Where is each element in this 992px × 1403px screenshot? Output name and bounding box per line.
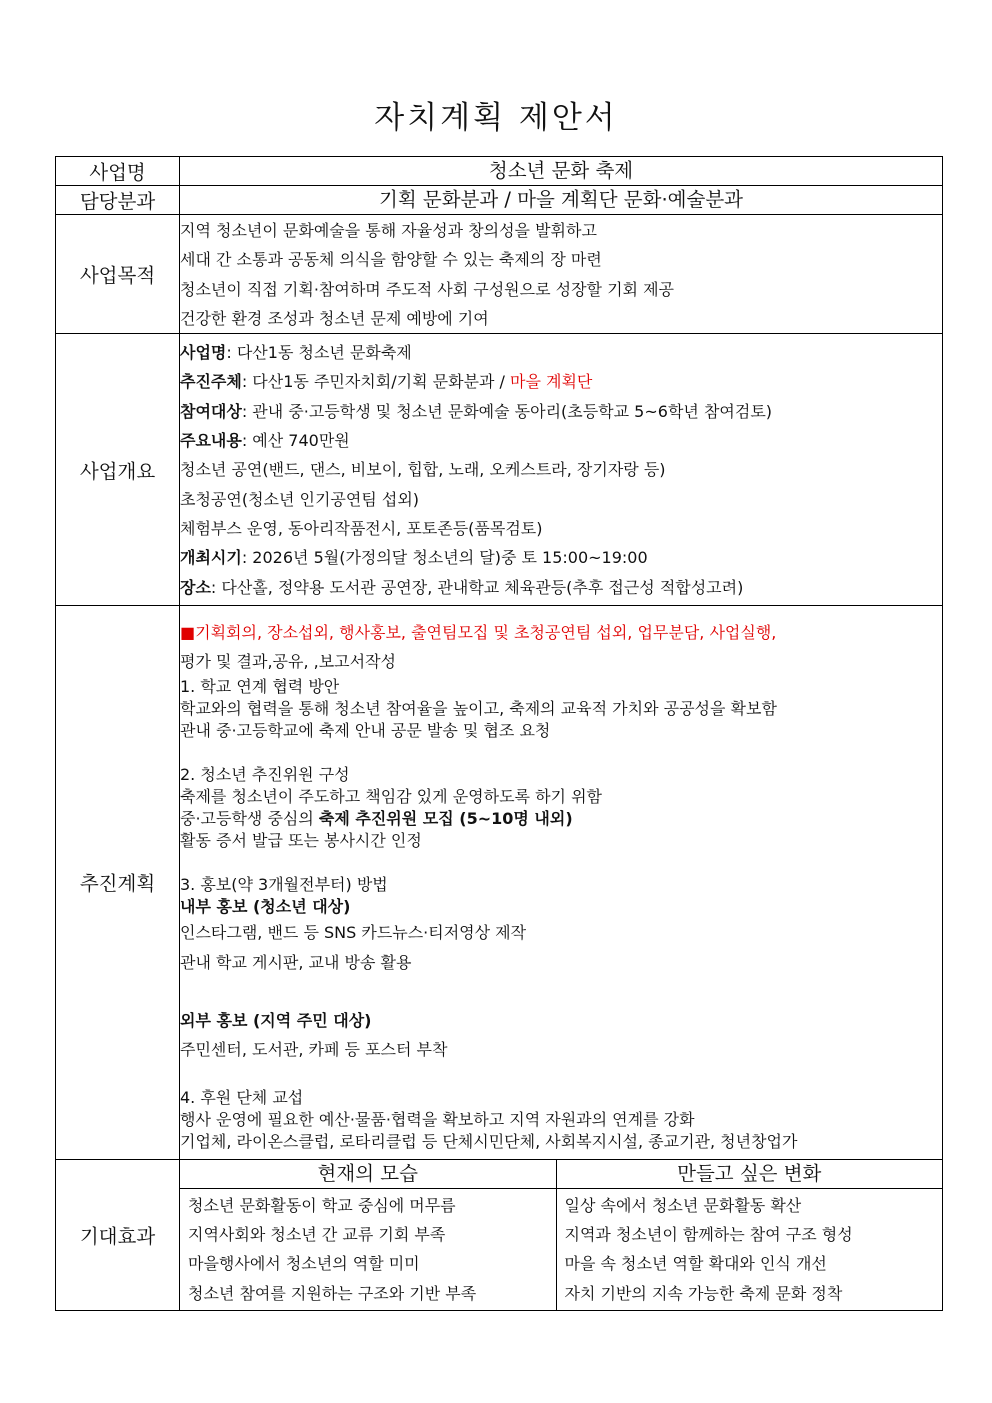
- row-plan: [56, 605, 943, 1159]
- effect-current-header: 현재의 모습: [180, 1160, 556, 1189]
- overview-label: 사업개요: [56, 334, 180, 606]
- effect-current-item: 지역사회와 청소년 간 교류 기회 부족: [188, 1224, 446, 1244]
- overview-org: [180, 367, 942, 396]
- plan-content: [180, 605, 943, 1159]
- plan-s3-title: 3. 홍보(약 3개월전부터) 방법: [180, 875, 388, 895]
- plan-s2-line3: 활동 증서 발급 또는 봉사시간 인정: [180, 831, 422, 851]
- overview-place: [180, 573, 942, 602]
- proposal-table: [55, 156, 943, 1311]
- project-name-value: 청소년 문화 축제: [180, 157, 943, 186]
- department-value: 기획 문화분과 / 마을 계획단 문화·예술분과: [180, 186, 943, 215]
- effect-current-item: 청소년 문화활동이 학교 중심에 머무름: [188, 1195, 456, 1215]
- overview-content-value: : 예산 740만원: [241, 431, 350, 451]
- effect-current-item: 청소년 참여를 지원하는 구조와 기반 부족: [188, 1283, 477, 1303]
- effect-label: 기대효과: [56, 1159, 180, 1310]
- overview-date-value: : 2026년 5월(가정의달 청소년의 달)중 토 15:00~19:00: [241, 548, 648, 568]
- plan-s3-internal-line: 인스타그램, 밴드 등 SNS 카드뉴스·티저영상 제작: [180, 923, 527, 943]
- plan-s3-internal: 내부 홍보 (청소년 대상): [180, 897, 351, 917]
- row-purpose: [56, 215, 943, 334]
- purpose-line: 건강한 환경 조성과 청소년 문제 예방에 기여: [180, 308, 489, 328]
- plan-s2-line2-bold: 축제 추진위원 모집 (5~10명 내외): [318, 809, 573, 829]
- overview-org-value: : 다산1동 주민자치회/기획 문화분과 /: [241, 372, 510, 392]
- overview-content: [180, 334, 943, 606]
- overview-target: [180, 397, 942, 426]
- effect-change-item: 자치 기반의 지속 가능한 축제 문화 정착: [564, 1283, 843, 1303]
- effect-current-item: 마을행사에서 청소년의 역할 미미: [188, 1254, 420, 1274]
- department-label: 담당분과: [56, 186, 180, 215]
- effect-change-list: [556, 1188, 942, 1310]
- plan-s3-external-line: 주민센터, 도서관, 카페 등 포스터 부착: [180, 1040, 448, 1060]
- effect-content: [180, 1159, 943, 1310]
- plan-line2: 평가 및 결과,공유, ,보고서작성: [180, 652, 396, 672]
- overview-date-key: 개최시기: [180, 548, 242, 568]
- overview-name-key: 사업명: [180, 343, 227, 363]
- overview-target-value: : 관내 중·고등학생 및 청소년 문화예술 동아리(초등학교 5~6학년 참여검토): [241, 401, 773, 421]
- project-name-label: 사업명: [56, 157, 180, 186]
- plan-s2-line2-pre: 중·고등학생 중심의: [180, 809, 319, 829]
- plan-red-line: ■기획회의, 장소섭외, 행사홍보, 출연팀모집 및 초청공연팀 섭외, 업무분담, 사업실행,: [180, 622, 777, 642]
- plan-s4-line: 기업체, 라이온스클럽, 로타리클럽 등 단체시민단체, 사회복지시설, 종교기관, 청년창업가: [180, 1131, 798, 1151]
- purpose-content: [180, 215, 943, 334]
- effect-change-header: 만들고 싶은 변화: [556, 1160, 942, 1189]
- effect-current-list: [180, 1188, 556, 1310]
- effect-change-item: 일상 속에서 청소년 문화활동 확산: [564, 1195, 802, 1215]
- plan-s1-line: 학교와의 협력을 통해 청소년 참여율을 높이고, 축제의 교육적 가치와 공공성을 확보함: [180, 699, 777, 719]
- purpose-line: 청소년이 직접 기획·참여하며 주도적 사회 구성원으로 성장할 기회 제공: [180, 279, 674, 299]
- row-overview: [56, 334, 943, 606]
- plan-s1-title: 1. 학교 연계 협력 방안: [180, 677, 340, 697]
- row-department: [56, 186, 943, 215]
- plan-s4-title: 4. 후원 단체 교섭: [180, 1087, 304, 1107]
- plan-s2-line2: [180, 808, 942, 830]
- plan-s3-internal-line: 관내 학교 게시판, 교내 방송 활용: [180, 952, 412, 972]
- purpose-label: 사업목적: [56, 215, 180, 334]
- purpose-line: 지역 청소년이 문화예술을 통해 자율성과 창의성을 발휘하고: [180, 221, 597, 240]
- overview-place-value: : 다산홀, 정약용 도서관 공연장, 관내학교 체육관등(추후 접근성 적합성고려): [210, 577, 744, 597]
- row-project-name: [56, 157, 943, 186]
- overview-name: [180, 338, 942, 367]
- plan-s2-title: 2. 청소년 추진위원 구성: [180, 765, 350, 785]
- purpose-line: 세대 간 소통과 공동체 의식을 함양할 수 있는 축제의 장 마련: [180, 250, 602, 270]
- plan-s1-line: 관내 중·고등학교에 축제 안내 공문 발송 및 협조 요청: [180, 721, 551, 741]
- document-title: 자치계획 제안서: [374, 100, 618, 136]
- plan-label: 추진계획: [56, 605, 180, 1159]
- overview-org-red: 마을 계획단: [510, 372, 593, 392]
- plan-s3-external: 외부 홍보 (지역 주민 대상): [180, 1011, 372, 1031]
- plan-s2-line1: 축제를 청소년이 주도하고 책임감 있게 운영하도록 하기 위함: [180, 787, 603, 807]
- overview-content-key: 주요내용: [180, 431, 242, 451]
- effect-inner-table: [180, 1160, 942, 1310]
- plan-s4-line: 행사 운영에 필요한 예산·물품·협력을 확보하고 지역 자원과의 연계를 강화: [180, 1109, 695, 1129]
- overview-org-key: 추진주체: [180, 372, 242, 392]
- effect-change-item: 지역과 청소년이 함께하는 참여 구조 형성: [564, 1224, 853, 1244]
- overview-place-key: 장소: [180, 577, 211, 597]
- overview-name-value: : 다산1동 청소년 문화축제: [226, 343, 412, 363]
- row-effect: [56, 1159, 943, 1310]
- overview-target-key: 참여대상: [180, 401, 242, 421]
- overview-content-main: [180, 426, 942, 455]
- effect-change-item: 마을 속 청소년 역할 확대와 인식 개선: [564, 1254, 827, 1274]
- overview-date: [180, 543, 942, 572]
- overview-content-line: 초청공연(청소년 인기공연팀 섭외): [180, 489, 420, 509]
- overview-content-line: 체험부스 운영, 동아리작품전시, 포토존등(품목검토): [180, 518, 543, 538]
- overview-content-line: 청소년 공연(밴드, 댄스, 비보이, 힙합, 노래, 오케스트라, 장기자랑 등): [180, 460, 666, 480]
